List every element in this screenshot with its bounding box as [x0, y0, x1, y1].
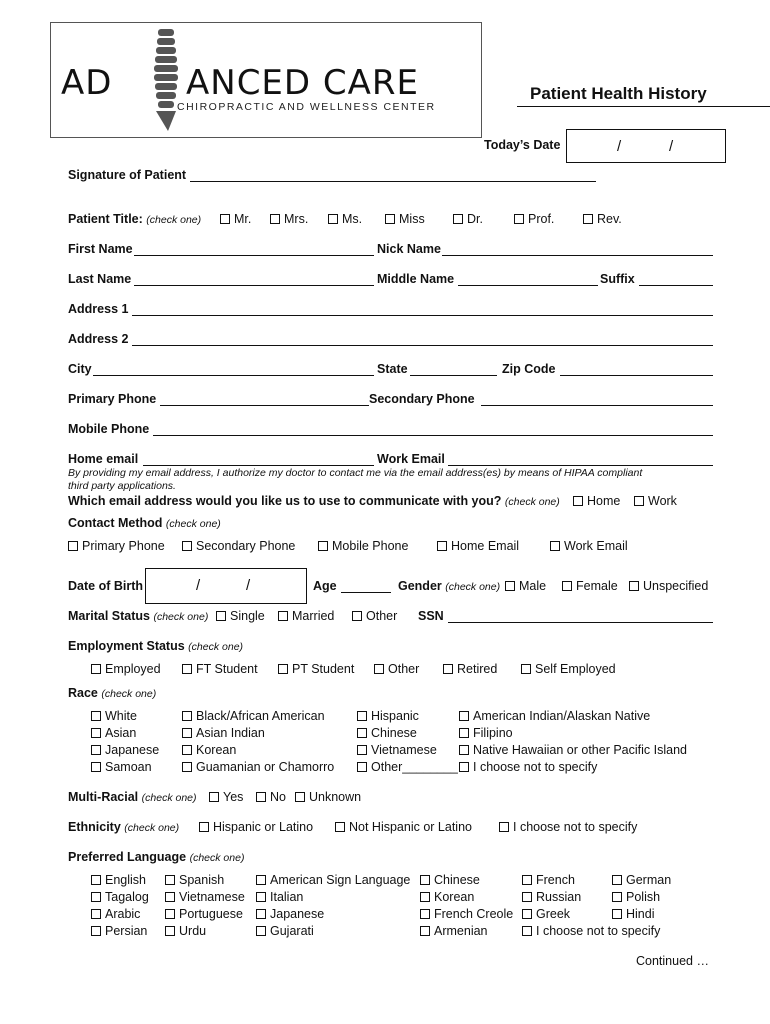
dob-label: Date of Birth — [68, 579, 143, 593]
race-option[interactable]: I choose not to specify — [459, 760, 597, 774]
mobile-phone-label: Mobile Phone — [68, 422, 150, 436]
last-name-label: Last Name — [68, 272, 132, 286]
language-option[interactable]: Japanese — [256, 907, 324, 921]
ssn-label: SSN — [418, 609, 444, 623]
city-label: City — [68, 362, 92, 376]
todays-date-field[interactable]: / / — [566, 129, 726, 163]
nick-name-label: Nick Name — [377, 242, 441, 256]
page-title: Patient Health History — [530, 84, 707, 103]
continued-note: Continued … — [636, 954, 709, 968]
employment-option-retired[interactable]: Retired — [443, 662, 497, 676]
age-field[interactable] — [341, 592, 391, 593]
nick-name-field[interactable] — [442, 255, 713, 256]
gender-option-male[interactable]: Male — [505, 579, 546, 593]
title-option-ms[interactable]: Ms. — [328, 212, 362, 226]
title-underline — [517, 106, 770, 107]
state-field[interactable] — [410, 375, 497, 376]
primary-phone-label: Primary Phone — [68, 392, 157, 406]
race-option[interactable]: Asian Indian — [182, 726, 265, 740]
language-option[interactable]: American Sign Language — [256, 873, 410, 887]
multiracial-option-no[interactable]: No — [256, 790, 286, 804]
ethnicity-option-no-specify[interactable]: I choose not to specify — [499, 820, 637, 834]
race-option[interactable]: Native Hawaiian or other Pacific Island — [459, 743, 687, 757]
contact-option-mobile-phone[interactable]: Mobile Phone — [318, 539, 408, 553]
race-option[interactable]: Black/African American — [182, 709, 325, 723]
language-option[interactable]: Hindi — [612, 907, 655, 921]
age-label: Age — [313, 579, 337, 593]
race-option[interactable]: Japanese — [91, 743, 159, 757]
address1-field[interactable] — [132, 315, 713, 316]
race-option[interactable]: Korean — [182, 743, 236, 757]
language-option[interactable]: Persian — [91, 924, 147, 938]
home-email-field[interactable] — [143, 465, 374, 466]
employment-option-employed[interactable]: Employed — [91, 662, 161, 676]
email-pref-home[interactable]: Home — [573, 494, 620, 508]
language-option[interactable]: Portuguese — [165, 907, 243, 921]
contact-method-label: Contact Method (check one) — [68, 516, 221, 530]
multiracial-label: Multi-Racial (check one) — [68, 790, 197, 804]
email-disclaimer: By providing my email address, I authorize my doctor to contact me via the email address(es) by means of HIPAA compliant third party applications. — [68, 467, 643, 492]
ethnicity-option-hispanic[interactable]: Hispanic or Latino — [199, 820, 313, 834]
language-option[interactable]: Polish — [612, 890, 660, 904]
ethnicity-label: Ethnicity (check one) — [68, 820, 180, 834]
first-name-field[interactable] — [134, 255, 374, 256]
address2-label: Address 2 — [68, 332, 129, 346]
language-option[interactable]: Russian — [522, 890, 581, 904]
race-label: Race (check one) — [68, 686, 157, 700]
zip-label: Zip Code — [502, 362, 556, 376]
race-option[interactable]: Samoan — [91, 760, 152, 774]
zip-field[interactable] — [560, 375, 713, 376]
middle-name-field[interactable] — [458, 285, 598, 286]
address2-field[interactable] — [132, 345, 713, 346]
marital-status-label: Marital Status (check one) — [68, 609, 209, 623]
multiracial-option-yes[interactable]: Yes — [209, 790, 243, 804]
email-pref-work[interactable]: Work — [634, 494, 677, 508]
language-option[interactable]: Tagalog — [91, 890, 149, 904]
suffix-label: Suffix — [600, 272, 635, 286]
language-option[interactable]: Greek — [522, 907, 570, 921]
marital-option-other[interactable]: Other — [352, 609, 397, 623]
multiracial-option-unknown[interactable]: Unknown — [295, 790, 361, 804]
marital-option-single[interactable]: Single — [216, 609, 265, 623]
logo-wordmark-right: ANCED CARE — [186, 63, 420, 103]
employment-option-ft-student[interactable]: FT Student — [182, 662, 258, 676]
work-email-label: Work Email — [377, 452, 445, 466]
employment-option-pt-student[interactable]: PT Student — [278, 662, 354, 676]
language-option[interactable]: Chinese — [420, 873, 480, 887]
title-option-miss[interactable]: Miss — [385, 212, 425, 226]
title-option-dr[interactable]: Dr. — [453, 212, 483, 226]
language-option[interactable]: Italian — [256, 890, 303, 904]
language-option[interactable]: Vietnamese — [165, 890, 245, 904]
race-option[interactable]: Chinese — [357, 726, 417, 740]
language-label: Preferred Language (check one) — [68, 850, 245, 864]
first-name-label: First Name — [68, 242, 133, 256]
secondary-phone-field[interactable] — [481, 405, 713, 406]
language-option[interactable]: Armenian — [420, 924, 488, 938]
contact-option-primary-phone[interactable]: Primary Phone — [68, 539, 165, 553]
marital-option-married[interactable]: Married — [278, 609, 334, 623]
gender-option-unspecified[interactable]: Unspecified — [629, 579, 708, 593]
last-name-field[interactable] — [134, 285, 374, 286]
language-option[interactable]: Korean — [420, 890, 474, 904]
race-option[interactable]: Hispanic — [357, 709, 419, 723]
work-email-field[interactable] — [448, 465, 713, 466]
contact-option-secondary-phone[interactable]: Secondary Phone — [182, 539, 295, 553]
contact-option-work-email[interactable]: Work Email — [550, 539, 628, 553]
language-option[interactable]: Gujarati — [256, 924, 314, 938]
dob-field[interactable]: / / — [145, 568, 307, 604]
employment-label: Employment Status (check one) — [68, 639, 244, 653]
language-option[interactable]: English — [91, 873, 146, 887]
mobile-phone-field[interactable] — [153, 435, 713, 436]
title-option-prof[interactable]: Prof. — [514, 212, 554, 226]
signature-field[interactable] — [190, 181, 596, 182]
gender-option-female[interactable]: Female — [562, 579, 618, 593]
language-option[interactable]: French Creole — [420, 907, 513, 921]
title-option-mrs[interactable]: Mrs. — [270, 212, 308, 226]
gender-label: Gender (check one) — [398, 579, 501, 593]
race-option[interactable]: Vietnamese — [357, 743, 437, 757]
logo-wordmark-left: AD — [61, 63, 113, 103]
language-option[interactable]: Arabic — [91, 907, 140, 921]
race-option[interactable]: Guamanian or Chamorro — [182, 760, 334, 774]
race-option[interactable]: Other________ — [357, 760, 458, 774]
employment-option-self-employed[interactable]: Self Employed — [521, 662, 616, 676]
logo-tagline: CHIROPRACTIC AND WELLNESS CENTER — [177, 101, 436, 113]
suffix-field[interactable] — [639, 285, 713, 286]
language-option[interactable]: French — [522, 873, 575, 887]
employment-option-other[interactable]: Other — [374, 662, 419, 676]
city-field[interactable] — [93, 375, 374, 376]
race-option[interactable]: Asian — [91, 726, 136, 740]
todays-date-label: Today’s Date — [484, 138, 561, 152]
ethnicity-option-not-hispanic[interactable]: Not Hispanic or Latino — [335, 820, 472, 834]
ssn-field[interactable] — [448, 622, 713, 623]
language-option[interactable]: German — [612, 873, 671, 887]
state-label: State — [377, 362, 408, 376]
title-option-mr[interactable]: Mr. — [220, 212, 251, 226]
address1-label: Address 1 — [68, 302, 129, 316]
home-email-label: Home email — [68, 452, 139, 466]
primary-phone-field[interactable] — [160, 405, 369, 406]
race-option[interactable]: White — [91, 709, 137, 723]
race-option[interactable]: American Indian/Alaskan Native — [459, 709, 650, 723]
language-option[interactable]: Spanish — [165, 873, 224, 887]
logo — [50, 22, 482, 138]
patient-title-label: Patient Title: (check one) — [68, 212, 202, 226]
language-option[interactable]: Urdu — [165, 924, 206, 938]
middle-name-label: Middle Name — [377, 272, 455, 286]
contact-option-home-email[interactable]: Home Email — [437, 539, 519, 553]
email-preference-question: Which email address would you like us to use to communicate with you? (check one) — [68, 494, 560, 508]
language-option[interactable]: I choose not to specify — [522, 924, 660, 938]
secondary-phone-label: Secondary Phone — [369, 392, 475, 406]
race-option[interactable]: Filipino — [459, 726, 513, 740]
title-option-rev[interactable]: Rev. — [583, 212, 622, 226]
signature-label: Signature of Patient — [68, 168, 187, 182]
